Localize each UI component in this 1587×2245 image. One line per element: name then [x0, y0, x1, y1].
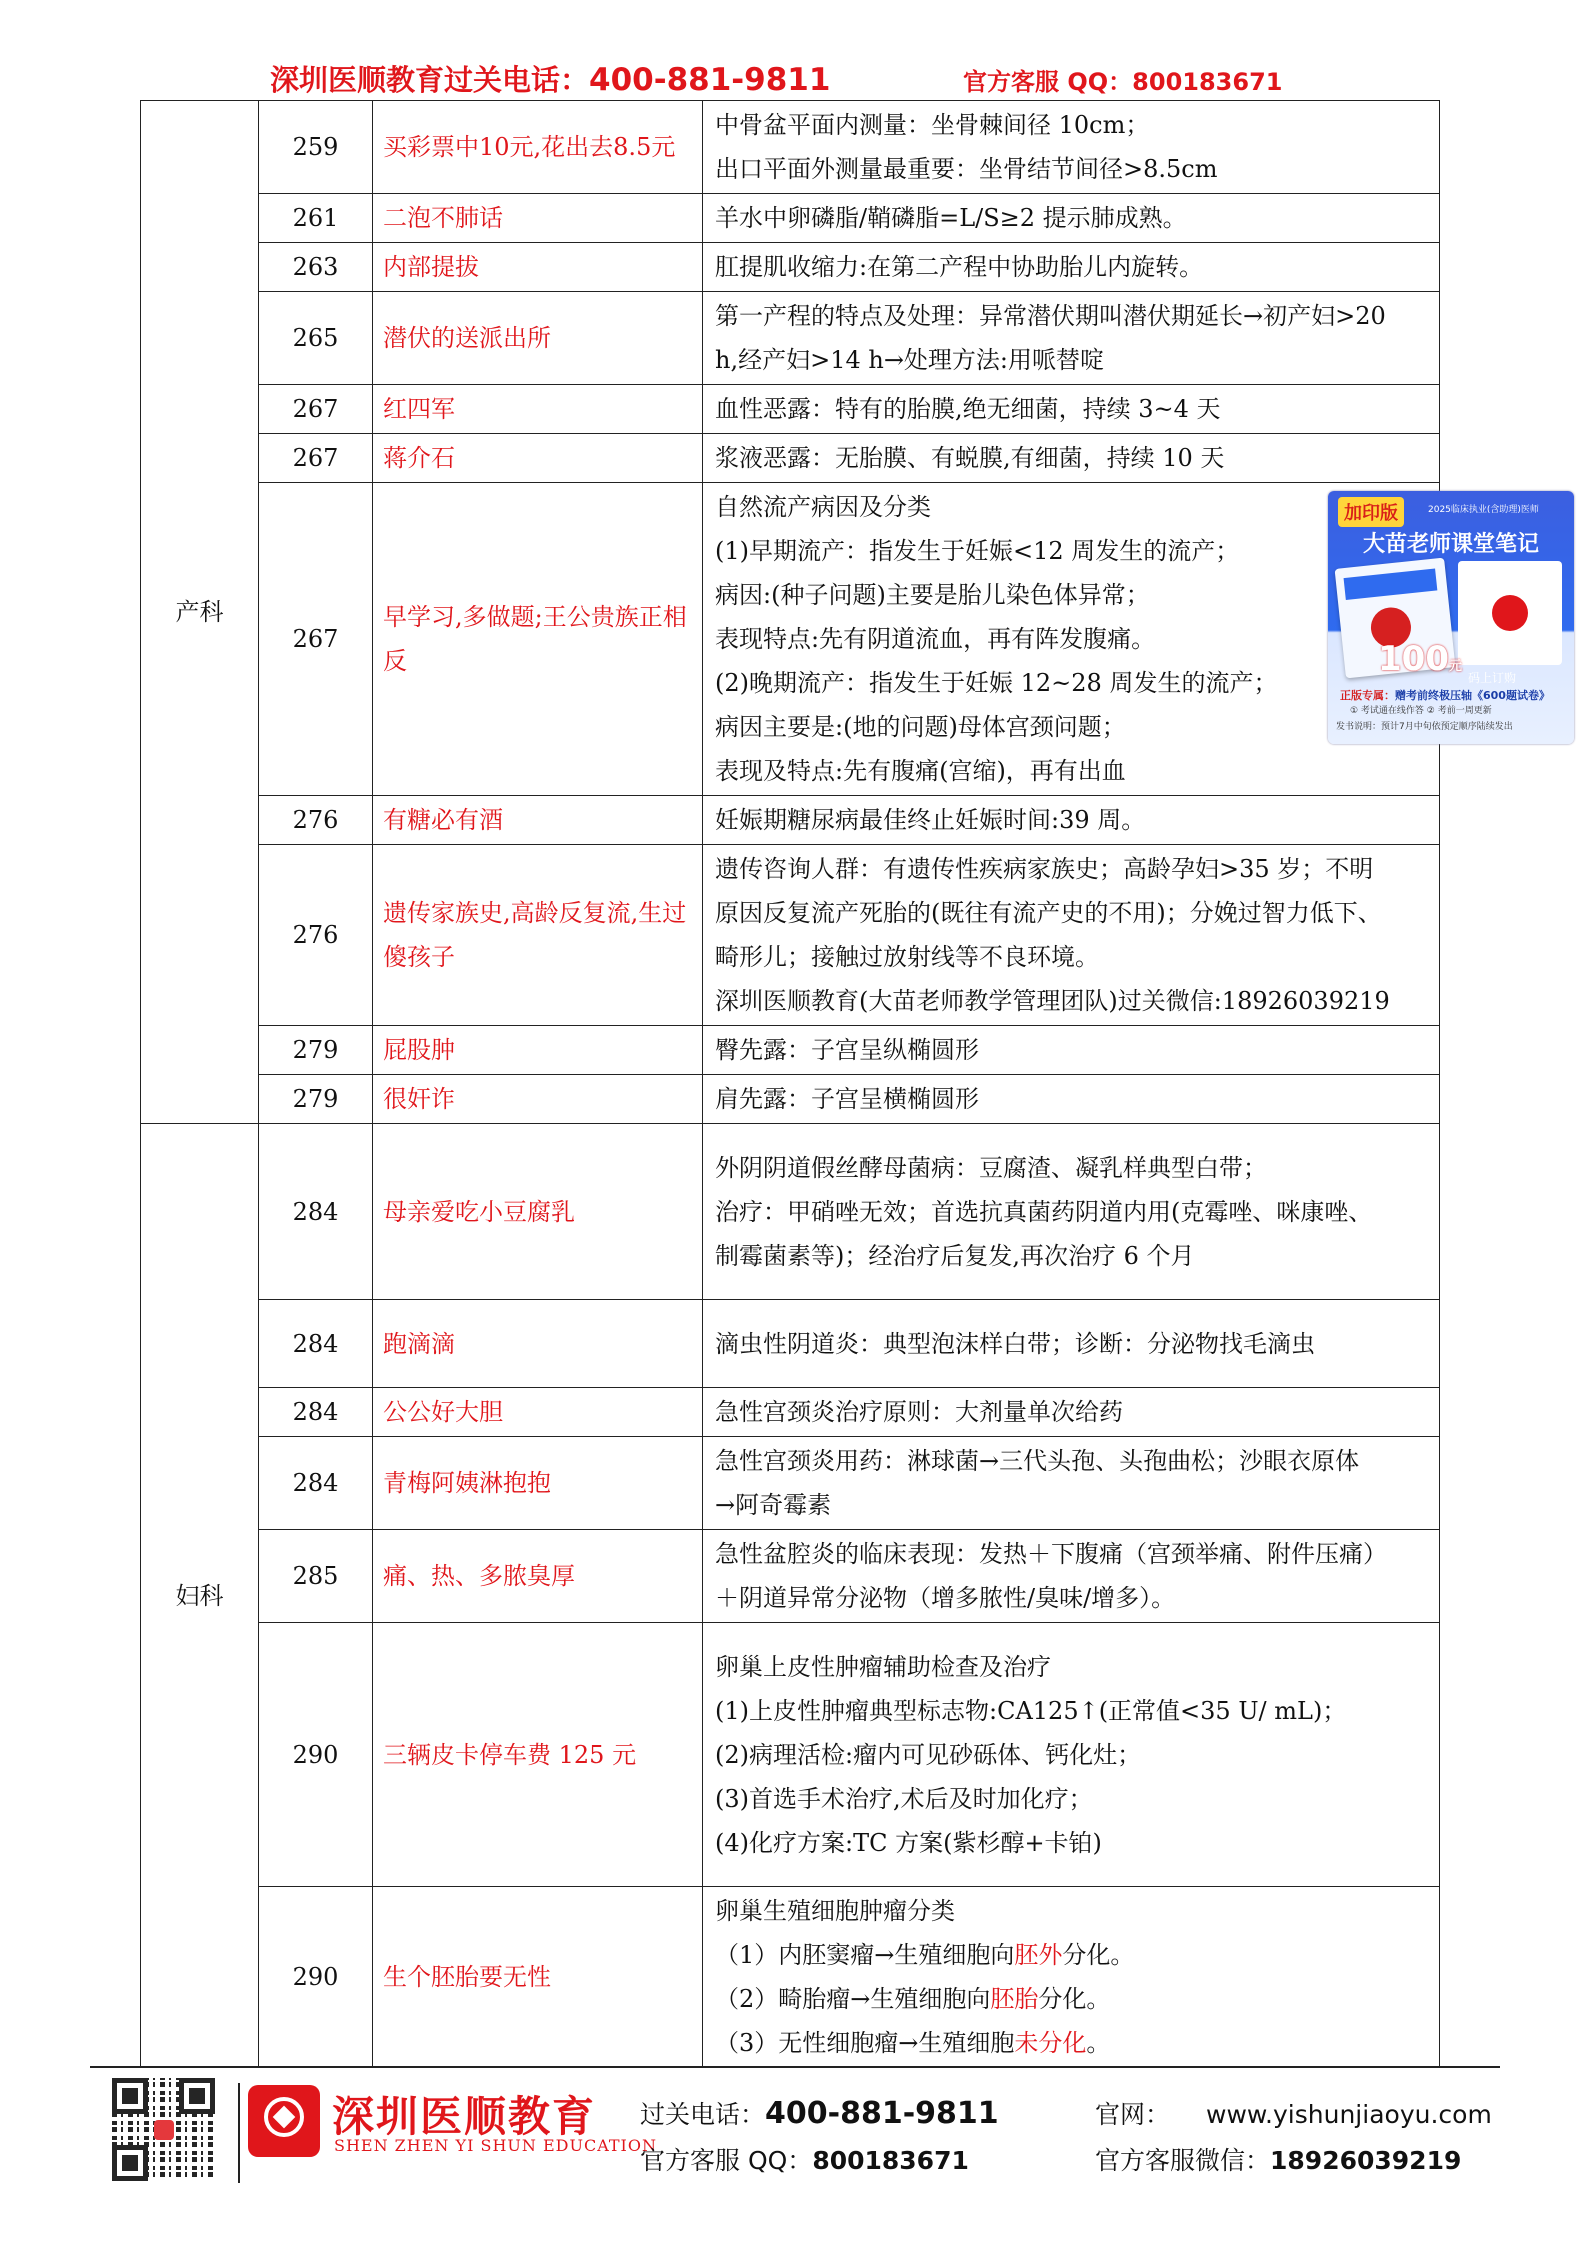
mnemonic: 青梅阿姨淋抱抱 — [373, 1437, 703, 1530]
content: 第一产程的特点及处理：异常潜伏期叫潜伏期延长→初产妇>20 h,经产妇>14 h→处理方法:用哌替啶 — [703, 292, 1440, 385]
page-number: 259 — [259, 101, 373, 194]
header-phone-label: 深圳医顺教育过关电话： — [270, 63, 590, 97]
header-qq-label: 官方客服 QQ： — [963, 68, 1133, 96]
table-row — [141, 434, 1440, 483]
page-header — [0, 58, 1587, 104]
table-row — [141, 1623, 1440, 1887]
ad-gift: 正版专属：赠考前终极压轴《600题试卷》 — [1340, 689, 1550, 702]
mnemonic: 二泡不肺话 — [373, 194, 703, 243]
ad-note: ① 考试通在线作答 ② 考前一周更新 — [1350, 706, 1492, 716]
ad-title: 大苗老师课堂笔记 — [1362, 532, 1539, 557]
page-number: 284 — [259, 1300, 373, 1388]
section-gynecology: 妇科 — [141, 1124, 259, 2068]
book-ad-card[interactable] — [1328, 491, 1574, 744]
ad-tag: 加印版 — [1338, 497, 1404, 527]
table-row — [141, 1887, 1440, 2068]
page-number: 284 — [259, 1437, 373, 1530]
germ-item: （3）无性细胞瘤→生殖细胞未分化。 — [715, 2029, 1111, 2057]
table-row — [141, 1075, 1440, 1124]
mnemonic: 三辆皮卡停车费 125 元 — [373, 1623, 703, 1887]
page-number: 267 — [259, 385, 373, 434]
content: 浆液恶露：无胎膜、有蜕膜,有细菌，持续 10 天 — [703, 434, 1440, 483]
footer-divider — [90, 2066, 1500, 2068]
table-row — [141, 483, 1440, 796]
mnemonic: 潜伏的送派出所 — [373, 292, 703, 385]
page-number: 265 — [259, 292, 373, 385]
header-qq-number: 800183671 — [1132, 68, 1283, 96]
brand-name: 深圳医顺教育 — [332, 2092, 597, 2141]
ad-qr-code-icon[interactable] — [1458, 561, 1562, 665]
table-row — [141, 194, 1440, 243]
brand-logo-icon — [248, 2085, 320, 2157]
page-number: 284 — [259, 1388, 373, 1437]
content: 羊水中卵磷脂/鞘磷脂=L/S≥2 提示肺成熟。 — [703, 194, 1440, 243]
mnemonic: 痛、热、多脓臭厚 — [373, 1530, 703, 1623]
mnemonic: 生个胚胎要无性 — [373, 1887, 703, 2068]
germ-item: （2）畸胎瘤→生殖细胞向胚胎分化。 — [715, 1985, 1111, 2013]
ad-note: 发书说明：预计7月中旬依预定顺序陆续发出 — [1336, 722, 1513, 732]
page-number: 290 — [259, 1887, 373, 2068]
ad-price: 100元 — [1378, 639, 1462, 679]
mnemonic: 买彩票中10元,花出去8.5元 — [373, 101, 703, 194]
content: 臀先露：子宫呈纵椭圆形 — [703, 1026, 1440, 1075]
footer-website[interactable]: 官网： www.yishunjiaoyu.com — [1095, 2100, 1492, 2129]
mnemonic: 早学习,多做题;王公贵族正相反 — [373, 483, 703, 796]
mnemonic: 母亲爱吃小豆腐乳 — [373, 1124, 703, 1300]
mnemonic: 公公好大胆 — [373, 1388, 703, 1437]
table-row — [141, 1300, 1440, 1388]
mnemonic-table — [140, 100, 1440, 2068]
footer-separator — [238, 2083, 240, 2183]
table-row — [141, 1026, 1440, 1075]
content: 外阴阴道假丝酵母菌病：豆腐渣、凝乳样典型白带； 治疗：甲硝唑无效；首选抗真菌药阴道内用(克霉唑、咪康唑、 制霉菌素等)；经治疗后复发,再次治疗 6 个月 — [703, 1124, 1440, 1300]
table-row — [141, 1124, 1440, 1300]
content: 遗传咨询人群：有遗传性疾病家族史；高龄孕妇>35 岁；不明 原因反复流产死胎的(既往有流产史的不用)；分娩过智力低下、 畸形儿；接触过放射线等不良环境。 深圳医顺教育(大苗老师教学管理团队)过关微信:18926039219 — [703, 845, 1440, 1026]
content: 卵巢生殖细胞肿瘤分类 （1）内胚窦瘤→生殖细胞向胚外分化。 （2）畸胎瘤→生殖细胞向胚胎分化。 （3）无性细胞瘤→生殖细胞未分化。 — [703, 1887, 1440, 2068]
mnemonic: 红四军 — [373, 385, 703, 434]
content: 自然流产病因及分类 (1)早期流产：指发生于妊娠<12 周发生的流产； 病因:(种子问题)主要是胎儿染色体异常； 表现特点:先有阴道流血，再有阵发腹痛。 (2)晚期流产：指发生于妊娠 12~28 周发生的流产； 病因主要是:(地的问题)母体宫颈问题； 表现及特点:先有腹痛(宫缩)，再有出血 — [703, 483, 1440, 796]
table-row — [141, 1437, 1440, 1530]
header-phone-number: 400-881-9811 — [589, 62, 831, 98]
page-number: 263 — [259, 243, 373, 292]
footer-wechat: 官方客服微信：18926039219 — [1095, 2146, 1462, 2175]
page-number: 261 — [259, 194, 373, 243]
table-row — [141, 1388, 1440, 1437]
page-number: 267 — [259, 483, 373, 796]
mnemonic: 很奸诈 — [373, 1075, 703, 1124]
content: 滴虫性阴道炎：典型泡沫样白带；诊断：分泌物找毛滴虫 — [703, 1300, 1440, 1388]
content: 卵巢上皮性肿瘤辅助检查及治疗 (1)上皮性肿瘤典型标志物:CA125↑(正常值<35 U/ mL)； (2)病理活检:瘤内可见砂砾体、钙化灶； (3)首选手术治疗,术后及时加化疗； (4)化疗方案:TC 方案(紫杉醇+卡铂) — [703, 1623, 1440, 1887]
footer-phone: 过关电话：400-881-9811 — [640, 2096, 999, 2131]
table-row — [141, 243, 1440, 292]
section-obstetrics: 产科 — [141, 101, 259, 1124]
table-row — [141, 292, 1440, 385]
content: 妊娠期糖尿病最佳终止妊娠时间:39 周。 — [703, 796, 1440, 845]
page-number: 285 — [259, 1530, 373, 1623]
table-row — [141, 796, 1440, 845]
header-phone — [270, 58, 830, 99]
table-row — [141, 1530, 1440, 1623]
table-row — [141, 385, 1440, 434]
page-number: 276 — [259, 796, 373, 845]
table-row — [141, 101, 1440, 194]
mnemonic: 有糖必有酒 — [373, 796, 703, 845]
page-number: 267 — [259, 434, 373, 483]
ad-order-label: 码上订购 — [1468, 671, 1517, 685]
mnemonic: 遗传家族史,高龄反复流,生过傻孩子 — [373, 845, 703, 1026]
footer-qq: 官方客服 QQ：800183671 — [640, 2146, 969, 2175]
mnemonic: 屁股肿 — [373, 1026, 703, 1075]
page-number: 276 — [259, 845, 373, 1026]
content: 急性宫颈炎治疗原则：大剂量单次给药 — [703, 1388, 1440, 1437]
germ-item: （1）内胚窦瘤→生殖细胞向胚外分化。 — [715, 1941, 1135, 1969]
content: 肛提肌收缩力:在第二产程中协助胎儿内旋转。 — [703, 243, 1440, 292]
mnemonic: 跑滴滴 — [373, 1300, 703, 1388]
page-number: 284 — [259, 1124, 373, 1300]
page-number: 279 — [259, 1075, 373, 1124]
ad-subtitle: 2025临床执业(含助理)医师 — [1428, 505, 1539, 515]
page-number: 290 — [259, 1623, 373, 1887]
footer-qr-code-icon[interactable] — [112, 2078, 215, 2181]
header-qq — [963, 62, 1282, 97]
content: 血性恶露：特有的胎膜,绝无细菌，持续 3~4 天 — [703, 385, 1440, 434]
brand-name-en: SHEN ZHEN YI SHUN EDUCATION — [334, 2136, 657, 2155]
content: 肩先露：子宫呈横椭圆形 — [703, 1075, 1440, 1124]
page-number: 279 — [259, 1026, 373, 1075]
mnemonic: 蒋介石 — [373, 434, 703, 483]
table-row — [141, 845, 1440, 1026]
mnemonic: 内部提拔 — [373, 243, 703, 292]
content: 急性盆腔炎的临床表现：发热＋下腹痛（宫颈举痛、附件压痛） ＋阴道异常分泌物（增多脓性/臭味/增多）。 — [703, 1530, 1440, 1623]
content: 中骨盆平面内测量：坐骨棘间径 10cm； 出口平面外测量最重要：坐骨结节间径>8.5cm — [703, 101, 1440, 194]
content: 急性宫颈炎用药：淋球菌→三代头孢、头孢曲松；沙眼衣原体 →阿奇霉素 — [703, 1437, 1440, 1530]
